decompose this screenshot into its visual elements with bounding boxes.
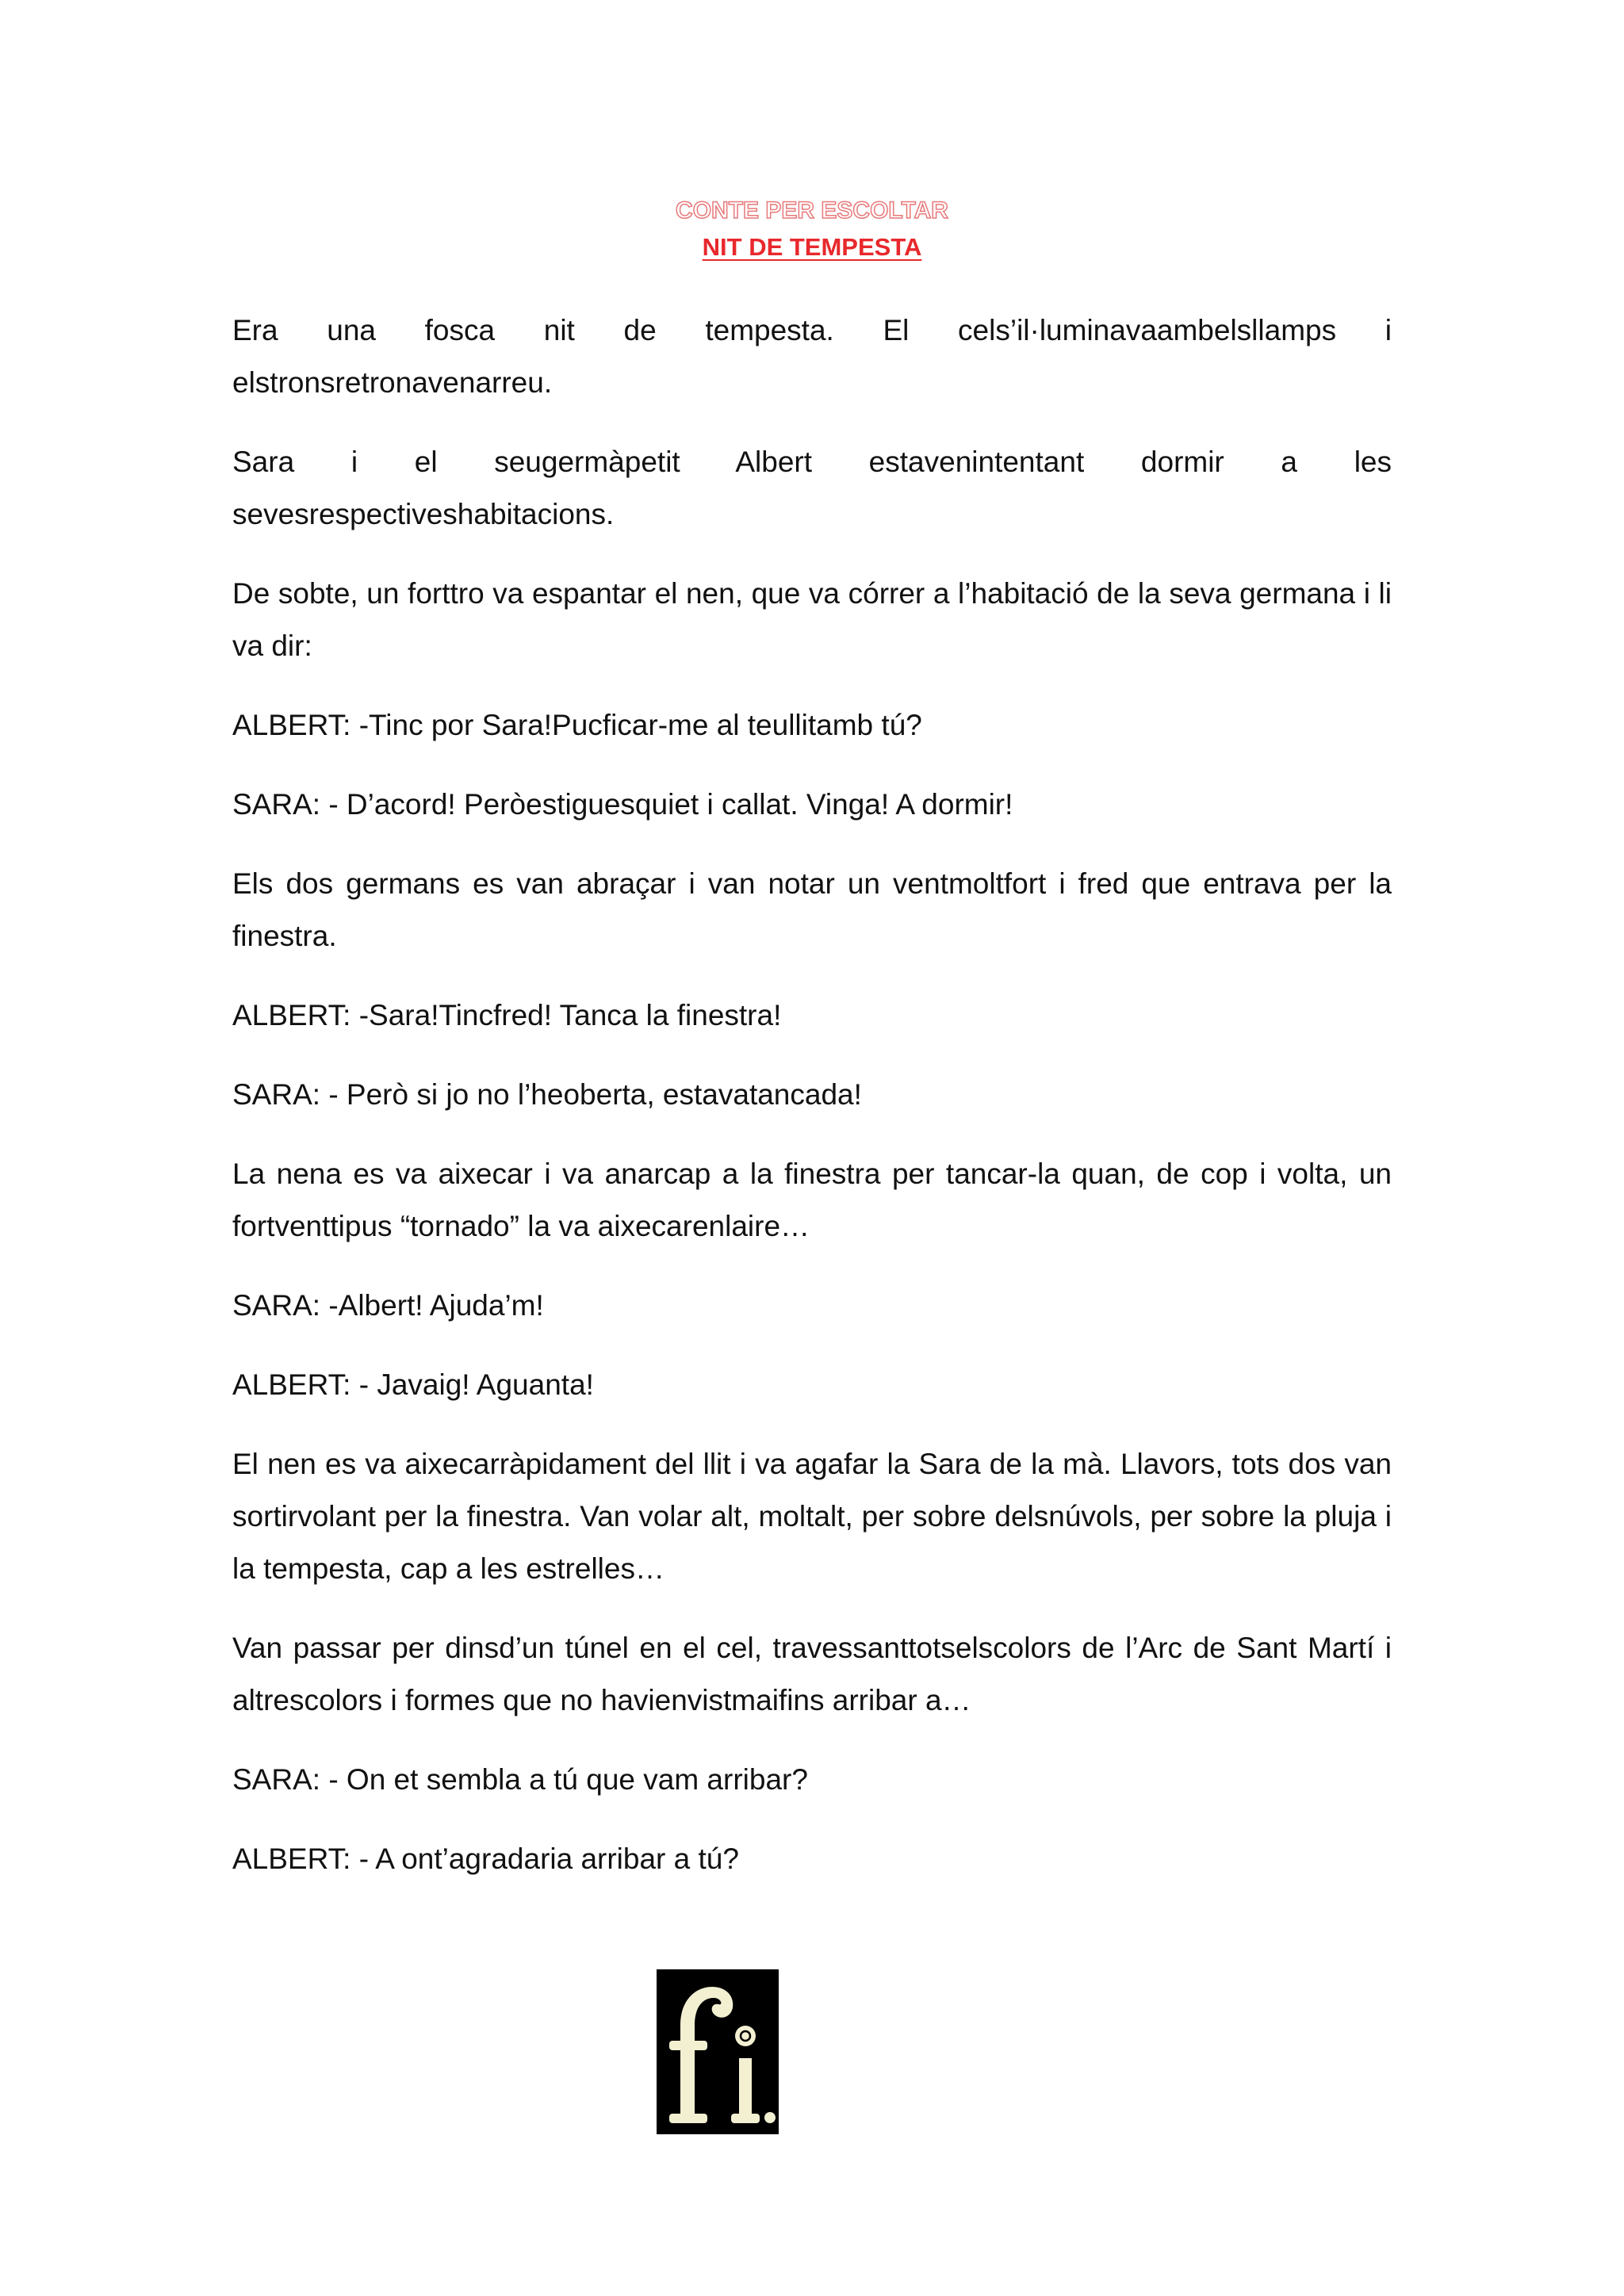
dialogue-line: ALBERT: -Tinc por Sara!Pucficar-me al teullitamb tú? (232, 709, 922, 741)
dialogue-line: ALBERT: -Sara!Tincfred! Tanca la finestra! (232, 999, 782, 1031)
paragraph-2-line-1: Sara i el seugermàpetit Albert estavenintentant dormir a les (232, 446, 1392, 478)
dialogue-line: ALBERT: - A ont’agradaria arribar a tú? (232, 1843, 739, 1875)
paragraph: Els dos germans es van abraçar i van notar un ventmoltfort i fred que entrava per la finestra. (232, 867, 1392, 952)
paragraph-1-line-2: elstronsretronavenarreu. (232, 366, 553, 399)
story-body (232, 304, 1392, 1912)
paragraph: Van passar per dinsd’un túnel en el cel, travessanttotselscolors de l’Arc de Sant Martí i altrescolors i formes que no havienvistmaifins arribar a… (232, 1632, 1392, 1716)
dialogue-line: ALBERT: - Javaig! Aguanta! (232, 1368, 594, 1401)
story-supertitle: CONTE PER ESCOLTAR (676, 197, 948, 224)
dialogue-line: SARA: - D’acord! Peròestiguesquiet i callat. Vinga! A dormir! (232, 788, 1013, 821)
paragraph: La nena es va aixecar i va anarcap a la finestra per tancar-la quan, de cop i volta, un fortventtipus “tornado” la va aixecarenlaire… (232, 1158, 1392, 1242)
dialogue-line: SARA: - Però si jo no l’heoberta, estavatancada! (232, 1078, 862, 1111)
fi-end-logo-icon (657, 1969, 779, 2134)
paragraph: De sobte, un forttro va espantar el nen, que va córrer a l’habitació de la seva germana i li va dir: (232, 577, 1392, 662)
paragraph: El nen es va aixecarràpidament del llit i va agafar la Sara de la mà. Llavors, tots dos van sortirvolant per la finestra. Van volar alt, moltalt, per sobre delsnúvols, per sobre la pluja i la tempesta, cap a les estrelles… (232, 1448, 1392, 1585)
dialogue-line: SARA: - On et sembla a tú que vam arribar? (232, 1763, 808, 1796)
story-title: NIT DE TEMPESTA (702, 233, 922, 261)
paragraph-2-line-2: sevesrespectiveshabitacions. (232, 498, 615, 530)
dialogue-line: SARA: -Albert! Ajuda’m! (232, 1289, 544, 1322)
paragraph-1-line-1: Era una fosca nit de tempesta. El cels’il·luminavaambelsllamps i (232, 314, 1392, 346)
